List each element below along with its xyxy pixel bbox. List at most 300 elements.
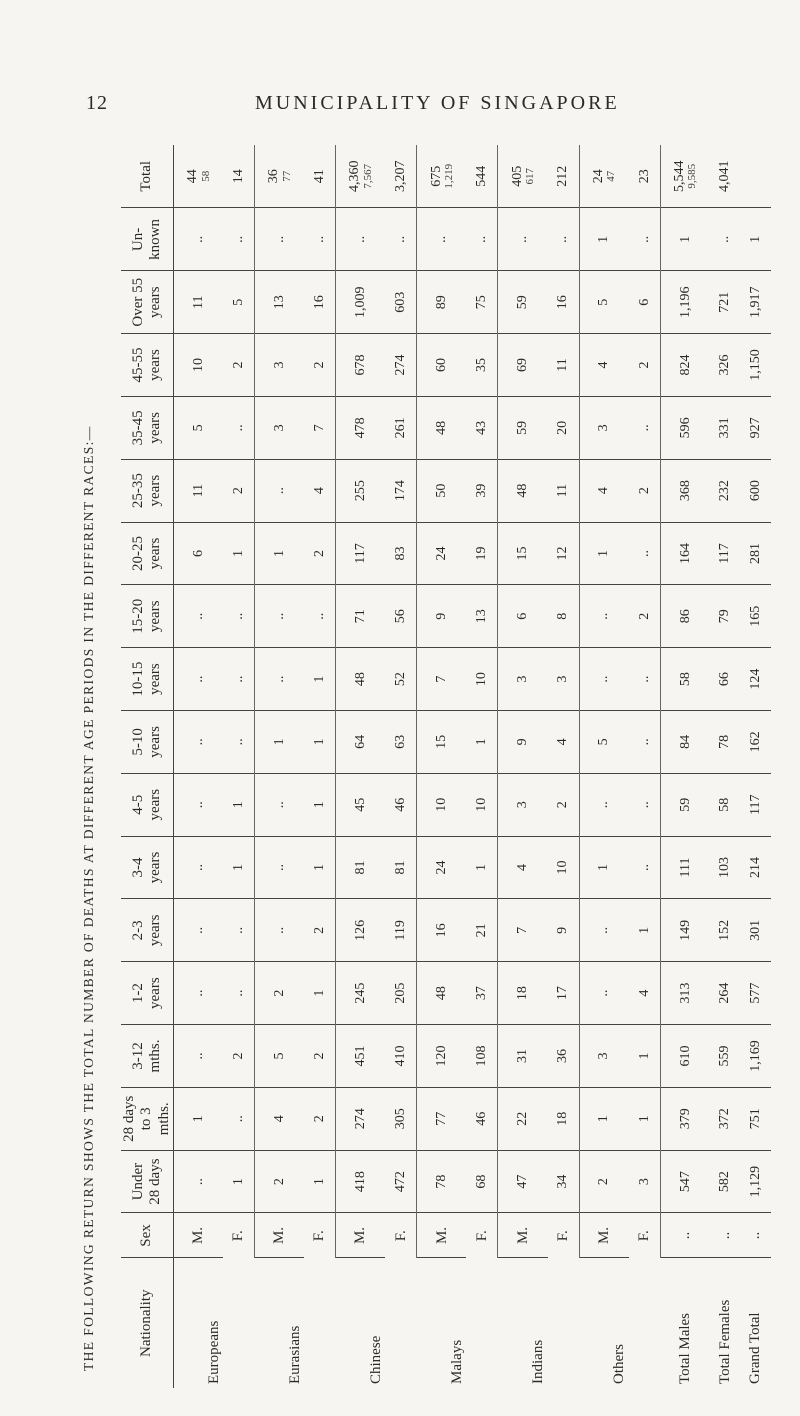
count-cell: 36 — [548, 1025, 579, 1088]
row-total-cell — [173, 145, 223, 208]
count-cell: .. — [579, 773, 629, 836]
count-cell: 11 — [173, 459, 223, 522]
count-cell: 3 — [498, 648, 548, 711]
column-header: 35-45 years — [121, 396, 173, 459]
count-cell: .. — [629, 836, 660, 899]
count-cell: 2 — [629, 459, 660, 522]
count-cell: 5 — [579, 711, 629, 774]
count-cell: .. — [173, 773, 223, 836]
count-cell: 1,150 — [740, 334, 771, 397]
count-cell: 10 — [466, 773, 497, 836]
count-cell: 451 — [336, 1025, 386, 1088]
count-cell: .. — [254, 836, 304, 899]
column-header: Un-known — [121, 208, 173, 271]
row-total-cell — [254, 145, 304, 208]
count-cell: 81 — [336, 836, 386, 899]
count-cell: 1,196 — [660, 271, 710, 334]
count-cell: 117 — [336, 522, 386, 585]
totals-row — [740, 145, 771, 1388]
totals-row — [710, 145, 741, 1388]
count-cell: .. — [173, 585, 223, 648]
count-cell: 4 — [579, 334, 629, 397]
row-total-value: 3,207 — [393, 160, 409, 192]
count-cell: .. — [173, 899, 223, 962]
nationality-cell: Eurasians — [286, 1325, 303, 1384]
count-cell: .. — [173, 836, 223, 899]
count-cell: 20 — [548, 396, 579, 459]
count-cell: 47 — [498, 1150, 548, 1213]
count-cell: .. — [223, 208, 254, 271]
count-cell: 9 — [498, 711, 548, 774]
count-cell: 7 — [304, 396, 335, 459]
count-cell: 751 — [740, 1087, 771, 1150]
count-cell: 1,129 — [740, 1150, 771, 1213]
count-cell: 3 — [579, 1025, 629, 1088]
count-cell: 2 — [254, 962, 304, 1025]
count-cell: 1 — [223, 1150, 254, 1213]
count-cell: 1 — [304, 836, 335, 899]
count-cell: 43 — [466, 396, 497, 459]
count-cell: 152 — [710, 899, 741, 962]
count-cell: 1 — [254, 522, 304, 585]
count-cell: 2 — [579, 1150, 629, 1213]
count-cell: 1 — [304, 773, 335, 836]
count-cell: 577 — [740, 962, 771, 1025]
count-cell: .. — [579, 585, 629, 648]
count-cell: .. — [498, 208, 548, 271]
count-cell: .. — [173, 711, 223, 774]
count-cell: .. — [254, 773, 304, 836]
count-cell: 34 — [548, 1150, 579, 1213]
count-cell: 4 — [629, 962, 660, 1025]
count-cell: 83 — [385, 522, 416, 585]
count-cell: .. — [173, 648, 223, 711]
group-total-value: 58 — [199, 170, 212, 182]
count-cell: 149 — [660, 899, 710, 962]
header-row — [121, 145, 173, 1388]
count-cell: 6 — [629, 271, 660, 334]
count-cell: 13 — [254, 271, 304, 334]
column-header: 25-35 years — [121, 459, 173, 522]
count-cell: 281 — [740, 522, 771, 585]
count-cell: 214 — [740, 836, 771, 899]
count-cell: .. — [629, 396, 660, 459]
group-total-value: 77 — [280, 170, 293, 182]
count-cell: 4 — [548, 711, 579, 774]
count-cell: 3 — [629, 1150, 660, 1213]
count-cell: 48 — [336, 648, 386, 711]
table-row — [223, 145, 254, 1388]
count-cell: 59 — [498, 271, 548, 334]
table-row — [336, 145, 386, 1388]
count-cell: 1,009 — [336, 271, 386, 334]
totals-label: Total Females — [716, 1299, 733, 1384]
count-cell: 1 — [740, 208, 771, 271]
count-cell: .. — [223, 711, 254, 774]
count-cell: 52 — [385, 648, 416, 711]
count-cell: 1,917 — [740, 271, 771, 334]
sex-cell: M. — [417, 1213, 467, 1258]
count-cell: .. — [254, 459, 304, 522]
sex-cell: F. — [548, 1213, 579, 1258]
count-cell: 86 — [660, 585, 710, 648]
count-cell: 1 — [304, 648, 335, 711]
table-row — [548, 145, 579, 1388]
count-cell: 6 — [173, 522, 223, 585]
count-cell: 603 — [385, 271, 416, 334]
totals-label: Grand Total — [747, 1312, 764, 1384]
count-cell: 39 — [466, 459, 497, 522]
count-cell: 7 — [498, 899, 548, 962]
count-cell: 1 — [579, 208, 629, 271]
count-cell: 5 — [223, 271, 254, 334]
count-cell: 111 — [660, 836, 710, 899]
sex-cell: F. — [223, 1213, 254, 1258]
table-row — [498, 145, 548, 1388]
sex-cell: M. — [336, 1213, 386, 1258]
count-cell: .. — [548, 208, 579, 271]
table-row — [417, 145, 467, 1388]
count-cell: .. — [223, 396, 254, 459]
table-row — [173, 145, 223, 1388]
count-cell: 559 — [710, 1025, 741, 1088]
count-cell: 79 — [710, 585, 741, 648]
count-cell: 2 — [629, 585, 660, 648]
row-total-value: 23 — [636, 169, 652, 184]
count-cell: 721 — [710, 271, 741, 334]
count-cell: 66 — [710, 648, 741, 711]
count-cell: 1 — [579, 522, 629, 585]
count-cell: .. — [629, 648, 660, 711]
count-cell: 678 — [336, 334, 386, 397]
count-cell: 2 — [254, 1150, 304, 1213]
count-cell: 8 — [548, 585, 579, 648]
count-cell: 103 — [710, 836, 741, 899]
count-cell: 1 — [223, 773, 254, 836]
count-cell: 379 — [660, 1087, 710, 1150]
count-cell: 59 — [660, 773, 710, 836]
count-cell: .. — [579, 899, 629, 962]
count-cell: 3 — [254, 396, 304, 459]
count-cell: 9 — [548, 899, 579, 962]
sex-cell: M. — [173, 1213, 223, 1258]
count-cell: .. — [223, 1087, 254, 1150]
nationality-cell: Europeans — [205, 1320, 222, 1384]
count-cell: 56 — [385, 585, 416, 648]
row-total-cell — [740, 145, 771, 208]
row-total-cell — [385, 145, 416, 208]
count-cell: 1 — [223, 836, 254, 899]
count-cell: 2 — [629, 334, 660, 397]
row-total-cell — [223, 145, 254, 208]
totals-label: Total Males — [676, 1312, 693, 1384]
count-cell: 4 — [498, 836, 548, 899]
count-cell: 15 — [498, 522, 548, 585]
count-cell: .. — [629, 208, 660, 271]
column-header: 28 days to 3 mths. — [121, 1087, 173, 1150]
count-cell: .. — [173, 1150, 223, 1213]
count-cell: 301 — [740, 899, 771, 962]
count-cell: 2 — [304, 1087, 335, 1150]
column-header: Total — [121, 145, 173, 208]
totals-row — [660, 145, 710, 1388]
count-cell: 45 — [336, 773, 386, 836]
count-cell: 410 — [385, 1025, 416, 1088]
sex-cell: F. — [629, 1213, 660, 1258]
count-cell: .. — [254, 585, 304, 648]
count-cell: 63 — [385, 711, 416, 774]
count-cell: 15 — [417, 711, 467, 774]
column-header: 45-55 years — [121, 334, 173, 397]
count-cell: 264 — [710, 962, 741, 1025]
column-header: 4-5 years — [121, 773, 173, 836]
sex-cell: .. — [660, 1213, 710, 1258]
count-cell: 10 — [173, 334, 223, 397]
count-cell: 2 — [548, 773, 579, 836]
count-cell: 2 — [223, 334, 254, 397]
count-cell: 12 — [548, 522, 579, 585]
count-cell: 472 — [385, 1150, 416, 1213]
count-cell: 162 — [740, 711, 771, 774]
count-cell: .. — [223, 585, 254, 648]
count-cell: 24 — [417, 522, 467, 585]
row-total-cell — [336, 145, 386, 208]
row-total-value: 4,041 — [717, 160, 733, 192]
count-cell: 78 — [417, 1150, 467, 1213]
count-cell: 21 — [466, 899, 497, 962]
sex-cell: M. — [579, 1213, 629, 1258]
count-cell: .. — [579, 962, 629, 1025]
row-total-cell — [660, 145, 710, 208]
count-cell: 205 — [385, 962, 416, 1025]
count-cell: 3 — [498, 773, 548, 836]
count-cell: 19 — [466, 522, 497, 585]
count-cell: 16 — [304, 271, 335, 334]
row-total-value: 544 — [474, 165, 490, 187]
column-header: 3-4 years — [121, 836, 173, 899]
count-cell: 174 — [385, 459, 416, 522]
row-total-value: 14 — [230, 169, 246, 184]
nationality-cell: Indians — [530, 1339, 547, 1384]
count-cell: 108 — [466, 1025, 497, 1088]
count-cell: 22 — [498, 1087, 548, 1150]
row-total-value: 24 — [590, 169, 606, 184]
count-cell: 368 — [660, 459, 710, 522]
count-cell: .. — [223, 962, 254, 1025]
count-cell: .. — [629, 711, 660, 774]
count-cell: .. — [710, 208, 741, 271]
count-cell: 3 — [254, 334, 304, 397]
count-cell: 4 — [254, 1087, 304, 1150]
count-cell: 3 — [548, 648, 579, 711]
count-cell: 7 — [417, 648, 467, 711]
count-cell: 600 — [740, 459, 771, 522]
count-cell: 1 — [579, 1087, 629, 1150]
count-cell: 10 — [466, 648, 497, 711]
count-cell: .. — [304, 208, 335, 271]
count-cell: .. — [385, 208, 416, 271]
count-cell: 18 — [548, 1087, 579, 1150]
table-row — [385, 145, 416, 1388]
row-total-cell — [710, 145, 741, 208]
count-cell: .. — [417, 208, 467, 271]
count-cell: 46 — [466, 1087, 497, 1150]
table-row — [466, 145, 497, 1388]
count-cell: .. — [223, 648, 254, 711]
count-cell: 75 — [466, 271, 497, 334]
row-total-cell — [498, 145, 548, 208]
count-cell: 46 — [385, 773, 416, 836]
count-cell: 60 — [417, 334, 467, 397]
count-cell: 331 — [710, 396, 741, 459]
count-cell: 117 — [710, 522, 741, 585]
count-cell: 927 — [740, 396, 771, 459]
row-total-value: 675 — [428, 165, 444, 187]
count-cell: 78 — [710, 711, 741, 774]
count-cell: 255 — [336, 459, 386, 522]
count-cell: 16 — [417, 899, 467, 962]
count-cell: 1 — [629, 1025, 660, 1088]
count-cell: 1 — [629, 1087, 660, 1150]
count-cell: 35 — [466, 334, 497, 397]
row-total-cell — [417, 145, 467, 208]
row-total-cell — [548, 145, 579, 208]
count-cell: 2 — [304, 1025, 335, 1088]
count-cell: 610 — [660, 1025, 710, 1088]
count-cell: 478 — [336, 396, 386, 459]
count-cell: 1 — [466, 836, 497, 899]
count-cell: 48 — [417, 962, 467, 1025]
row-total-value: 4,360 — [347, 160, 363, 192]
column-header: 3-12 mths. — [121, 1025, 173, 1088]
count-cell: 68 — [466, 1150, 497, 1213]
row-total-value: 44 — [185, 169, 201, 184]
count-cell: 2 — [223, 459, 254, 522]
column-header: 10-15 years — [121, 648, 173, 711]
group-total-value: 1,219 — [443, 163, 456, 189]
count-cell: 11 — [548, 334, 579, 397]
count-cell: .. — [173, 208, 223, 271]
count-cell: 4 — [304, 459, 335, 522]
column-header: 1-2 years — [121, 962, 173, 1025]
count-cell: 31 — [498, 1025, 548, 1088]
group-total-value: 617 — [524, 168, 537, 185]
sex-cell: F. — [385, 1213, 416, 1258]
count-cell: 2 — [304, 899, 335, 962]
column-header: 2-3 years — [121, 899, 173, 962]
count-cell: 24 — [417, 836, 467, 899]
count-cell: 274 — [336, 1087, 386, 1150]
count-cell: 48 — [417, 396, 467, 459]
count-cell: 1 — [304, 1150, 335, 1213]
sex-cell: .. — [740, 1213, 771, 1258]
count-cell: 1 — [579, 836, 629, 899]
count-cell: 10 — [417, 773, 467, 836]
count-cell: 1 — [173, 1087, 223, 1150]
count-cell: 1 — [660, 208, 710, 271]
sex-cell: F. — [304, 1213, 335, 1258]
count-cell: 1 — [304, 711, 335, 774]
row-total-value: 5,544 — [672, 160, 688, 192]
count-cell: 11 — [548, 459, 579, 522]
count-cell: 547 — [660, 1150, 710, 1213]
count-cell: 84 — [660, 711, 710, 774]
count-cell: 18 — [498, 962, 548, 1025]
count-cell: 596 — [660, 396, 710, 459]
count-cell: .. — [629, 773, 660, 836]
caption-text: THE FOLLOWING RETURN SHOWS THE TOTAL NUMBER OF DEATHS AT DIFFERENT AGE PERIODS IN THE DIFFERENT RACES:— — [81, 425, 96, 1371]
count-cell: 58 — [710, 773, 741, 836]
count-cell: 48 — [498, 459, 548, 522]
count-cell: .. — [254, 208, 304, 271]
running-head: MUNICIPALITY OF SINGAPORE — [255, 92, 620, 114]
count-cell: 117 — [740, 773, 771, 836]
count-cell: 261 — [385, 396, 416, 459]
count-cell: 59 — [498, 396, 548, 459]
count-cell: 232 — [710, 459, 741, 522]
nationality-cell: Chinese — [367, 1335, 384, 1384]
column-header: Under 28 days — [121, 1150, 173, 1213]
count-cell: 245 — [336, 962, 386, 1025]
count-cell: 418 — [336, 1150, 386, 1213]
count-cell: 1 — [304, 962, 335, 1025]
group-total-value: 47 — [605, 170, 618, 182]
column-header: 20-25 years — [121, 522, 173, 585]
column-header: 15-20 years — [121, 585, 173, 648]
count-cell: 2 — [304, 334, 335, 397]
table-caption — [80, 91, 98, 1371]
count-cell: 119 — [385, 899, 416, 962]
table-row — [579, 145, 629, 1388]
row-total-cell — [466, 145, 497, 208]
count-cell: .. — [336, 208, 386, 271]
row-total-value: 41 — [311, 169, 327, 184]
count-cell: 58 — [660, 648, 710, 711]
table-row — [629, 145, 660, 1388]
sex-cell: M. — [254, 1213, 304, 1258]
column-header: Sex — [121, 1213, 173, 1258]
count-cell: 372 — [710, 1087, 741, 1150]
row-total-cell — [304, 145, 335, 208]
count-cell: 124 — [740, 648, 771, 711]
count-cell: 9 — [417, 585, 467, 648]
count-cell: 37 — [466, 962, 497, 1025]
table-row — [304, 145, 335, 1388]
count-cell: 50 — [417, 459, 467, 522]
nationality-cell: Malays — [449, 1339, 466, 1384]
count-cell: .. — [254, 899, 304, 962]
row-total-value: 405 — [509, 165, 525, 187]
count-cell: 5 — [254, 1025, 304, 1088]
count-cell: 6 — [498, 585, 548, 648]
count-cell: 3 — [579, 396, 629, 459]
column-header: Over 55 years — [121, 271, 173, 334]
row-total-value: 212 — [555, 165, 571, 187]
sex-cell: M. — [498, 1213, 548, 1258]
count-cell: 10 — [548, 836, 579, 899]
grand-total-value: 9,585 — [686, 163, 699, 189]
column-header: 5-10 years — [121, 711, 173, 774]
count-cell: 164 — [660, 522, 710, 585]
count-cell: 81 — [385, 836, 416, 899]
nationality-cell: Others — [611, 1344, 628, 1384]
count-cell: .. — [629, 522, 660, 585]
count-cell: 126 — [336, 899, 386, 962]
column-header: Nationality — [121, 1258, 173, 1388]
count-cell: 69 — [498, 334, 548, 397]
count-cell: .. — [223, 899, 254, 962]
table-body — [173, 145, 771, 1388]
